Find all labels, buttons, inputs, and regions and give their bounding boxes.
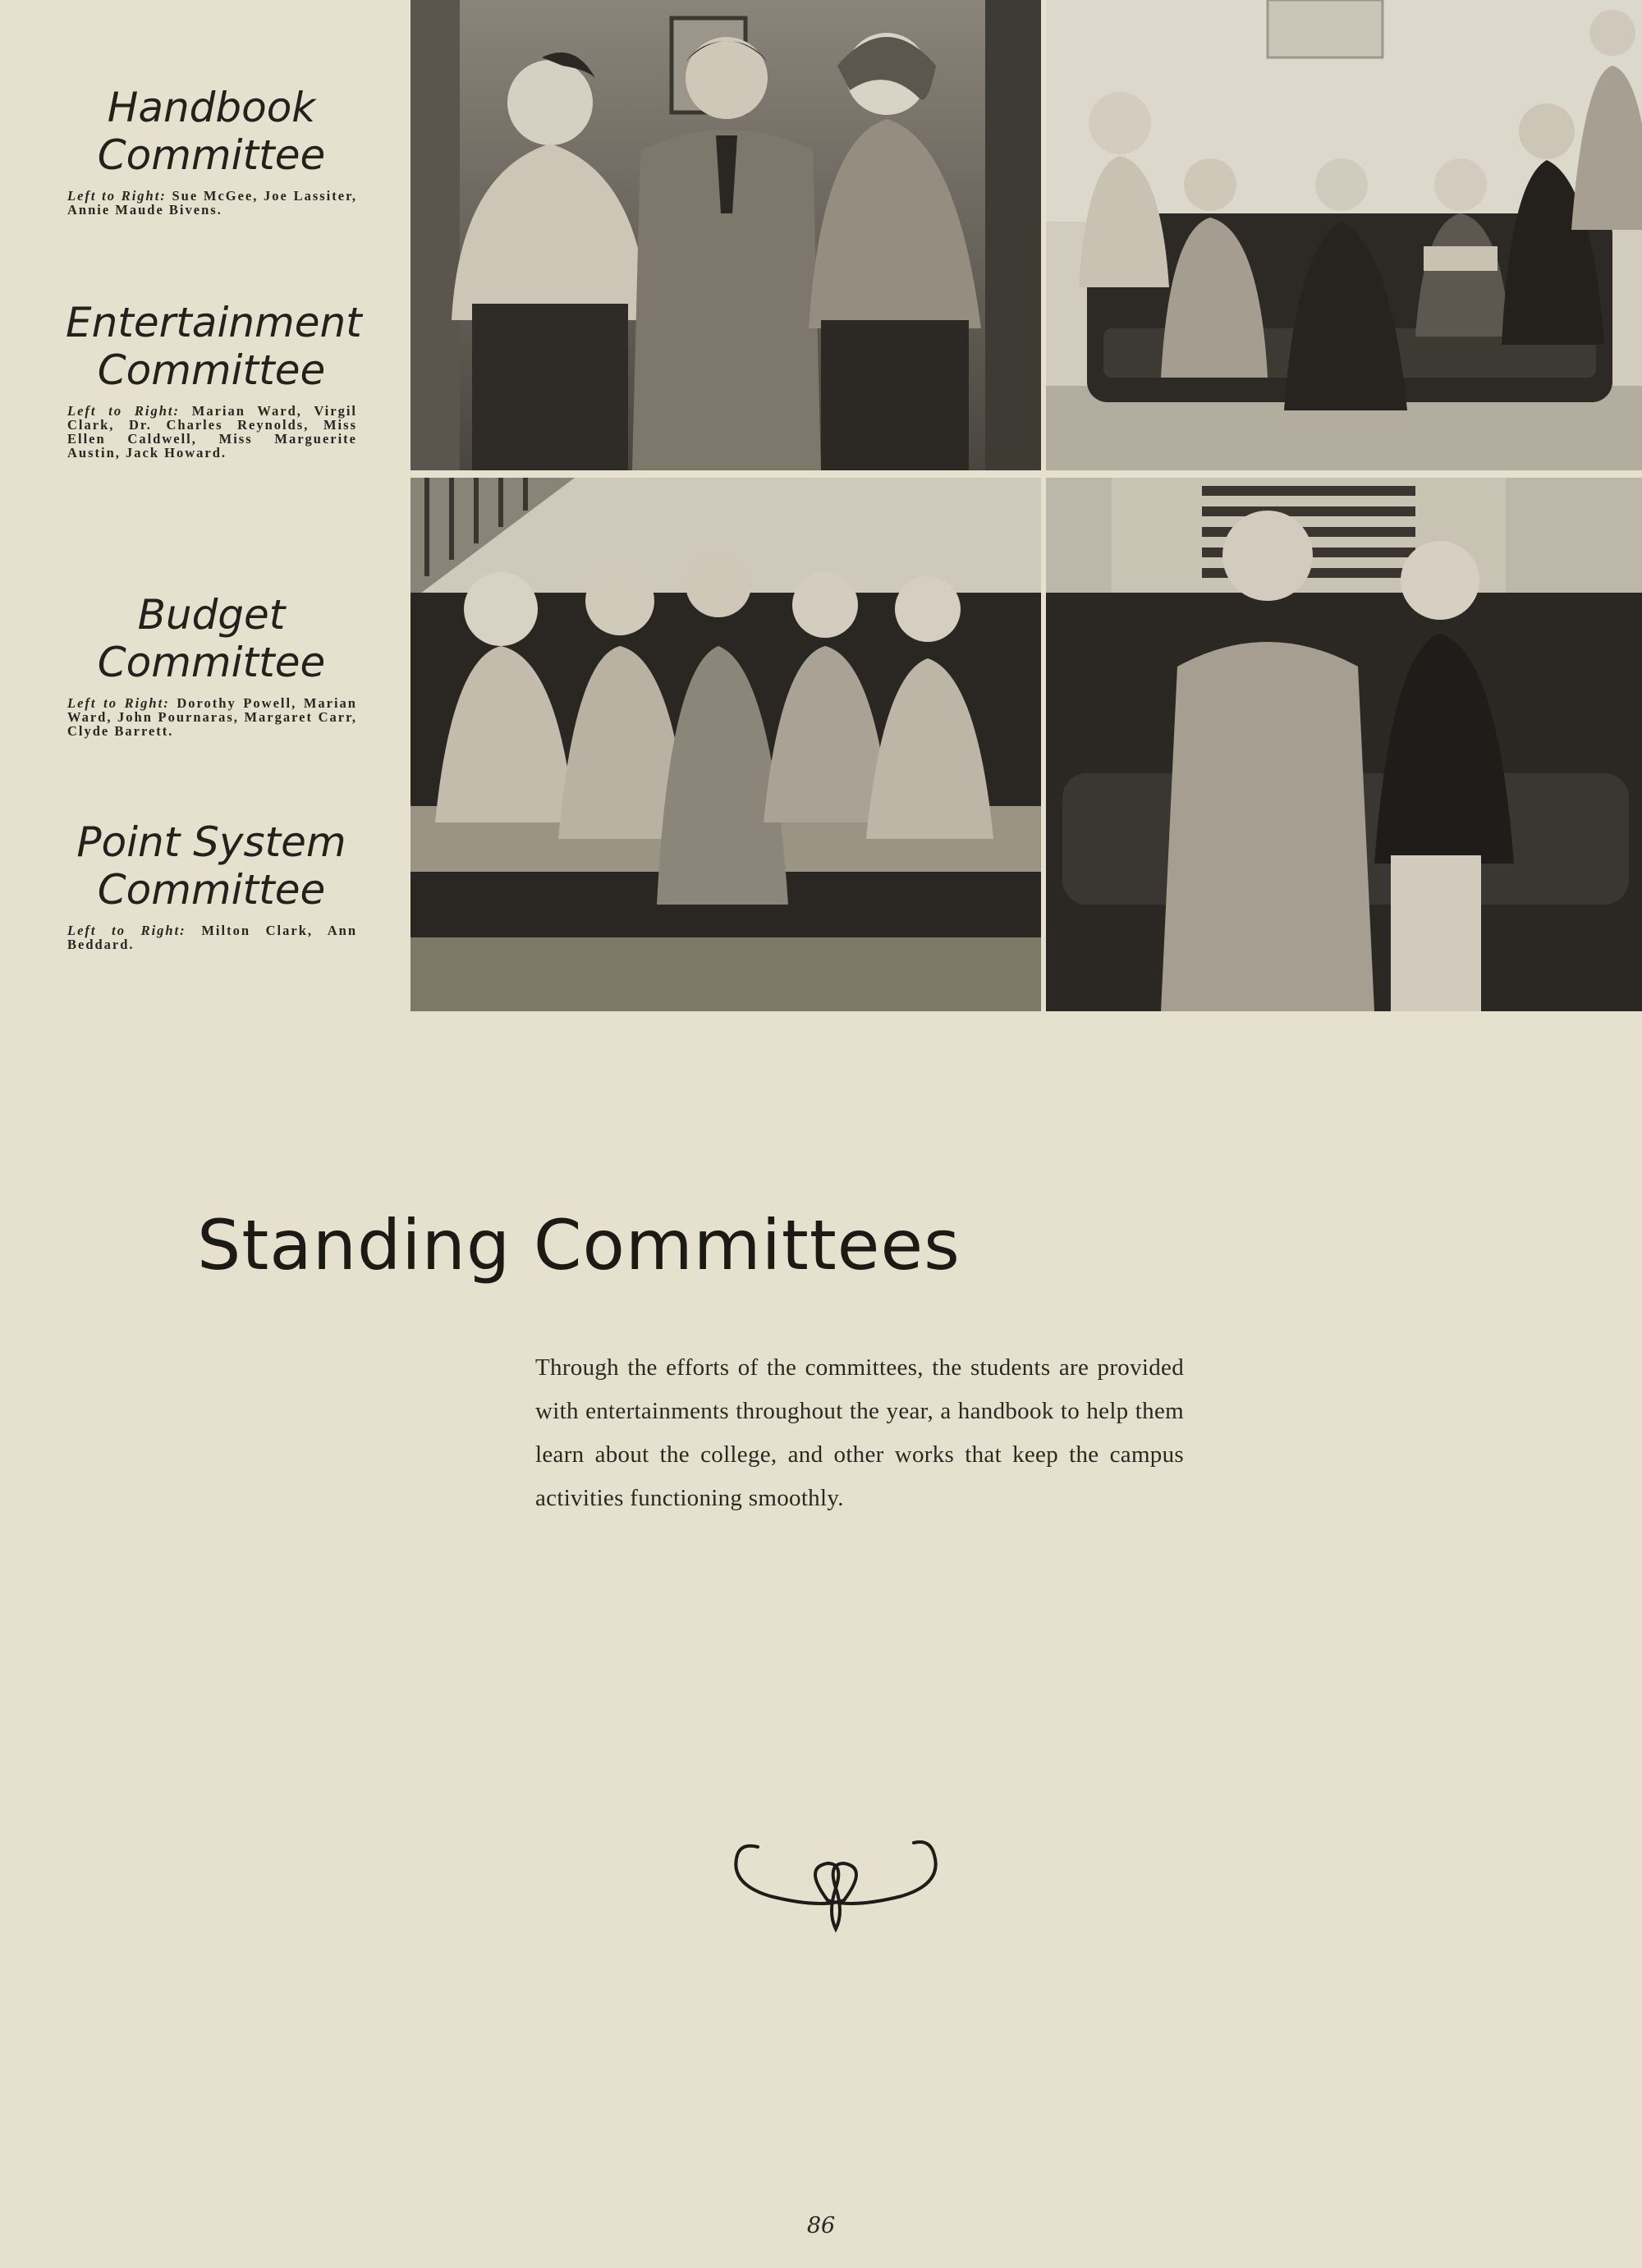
left-to-right-label: Left to Right: [67, 188, 167, 204]
committee-title-line2: Committee [97, 346, 326, 394]
member-names: Sue McGee, Joe Lassiter, Annie Maude Bivens. [67, 188, 358, 218]
member-names: Marian Ward, Virgil Clark, Dr. Charles Reynolds, Miss Ellen Caldwell, Miss Marguerite Austin, Jack Howard. [67, 403, 358, 460]
committee-members [67, 404, 357, 460]
committee-title-line1: Entertainment [66, 299, 362, 346]
committee-title-line2: Committee [97, 639, 326, 686]
left-to-right-label: Left to Right: [67, 923, 186, 938]
budget-committee-caption [66, 591, 357, 738]
handbook-committee-photo [410, 0, 1041, 470]
page-number: 86 [806, 2213, 836, 2238]
committee-title-line1: Budget [137, 591, 286, 639]
committee-members [67, 696, 357, 738]
committee-members [67, 923, 357, 951]
committee-title-line1: Handbook [107, 84, 316, 131]
left-to-right-label: Left to Right: [67, 403, 180, 419]
flourish-ornament [729, 1830, 959, 1937]
entertainment-committee-caption [66, 299, 362, 460]
committee-title [66, 591, 357, 686]
committee-title [66, 299, 362, 394]
section-body-text: Through the efforts of the committees, the students are provided with entertainments throughout the year, a handbook to help them learn about the college, and other works that keep the campus activities functioning smoothly. [535, 1354, 1184, 1511]
left-to-right-label: Left to Right: [67, 695, 170, 711]
committee-title-line2: Committee [97, 131, 326, 179]
committee-title-line1: Point System [76, 818, 346, 866]
committee-title-line2: Committee [97, 866, 326, 914]
committee-title [66, 818, 357, 914]
member-names: Milton Clark, Ann Beddard. [67, 923, 357, 952]
budget-committee-photo [410, 478, 1041, 1011]
committee-title [66, 84, 357, 179]
committee-members [67, 189, 357, 217]
section-heading: Standing Committees [197, 1205, 961, 1285]
entertainment-committee-photo [1046, 0, 1642, 470]
member-names: Dorothy Powell, Marian Ward, John Pournaras, Margaret Carr, Clyde Barrett. [67, 695, 357, 739]
handbook-committee-caption [66, 84, 357, 217]
point-system-committee-photo [1046, 478, 1642, 1011]
point-system-committee-caption [66, 818, 357, 951]
